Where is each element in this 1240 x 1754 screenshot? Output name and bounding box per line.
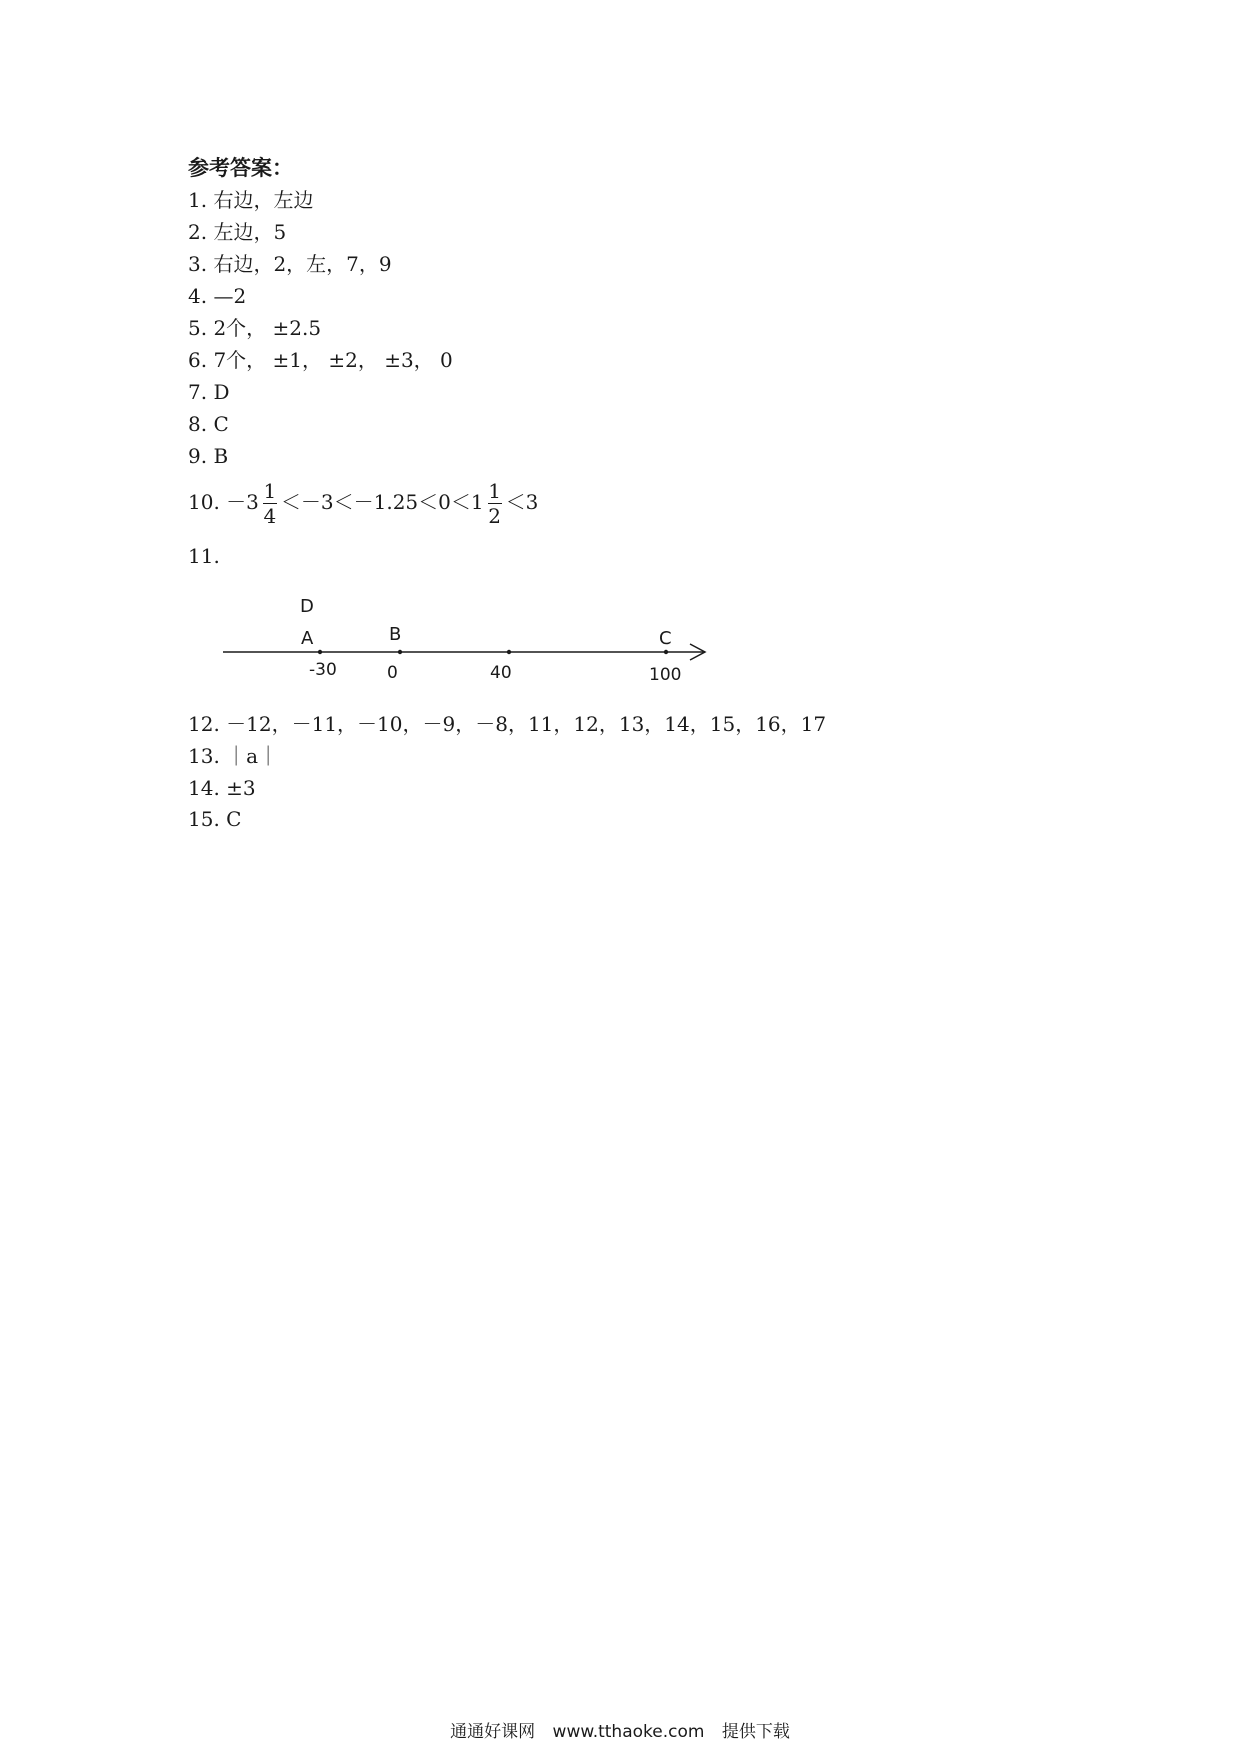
answer-10 [188, 478, 538, 528]
answer-10-part3: ＜3 [505, 490, 539, 514]
answer-10-number: 10. [188, 490, 220, 514]
tick-40 [507, 650, 511, 654]
page-footer [0, 1717, 1240, 1742]
footer-url: www.tthaoke.com [552, 1722, 705, 1742]
number-line-diagram [0, 590, 1240, 700]
answer-2: 2. 左边，5 [188, 220, 287, 244]
answer-6: 6. 7个， ±1， ±2， ±3， 0 [188, 348, 453, 372]
tick-c [664, 650, 668, 654]
answer-15: 15. C [188, 807, 242, 831]
answer-5: 5. 2个， ±2.5 [188, 316, 322, 340]
answers-heading: 参考答案： [188, 156, 293, 180]
answer-11: 11. [188, 544, 220, 568]
answer-3: 3. 右边，2，左，7，9 [188, 252, 392, 276]
footer-suffix: 提供下载 [721, 1722, 790, 1742]
value-label-0: 0 [387, 663, 398, 683]
fraction-one-quarter [263, 479, 277, 528]
answer-13: 13. ｜a｜ [188, 744, 279, 768]
fraction-denominator: 2 [488, 504, 501, 528]
value-label-100: 100 [649, 665, 682, 685]
point-label-d: D [300, 596, 314, 617]
footer-site-name: 通通好课网 [450, 1722, 536, 1742]
answer-10-part1: －3 [226, 490, 259, 514]
answer-9: 9. B [188, 444, 229, 468]
answer-14: 14. ±3 [188, 776, 256, 800]
fraction-numerator: 1 [488, 479, 501, 503]
answer-1: 1. 右边，左边 [188, 188, 314, 212]
answer-8: 8. C [188, 412, 229, 436]
answer-7: 7. D [188, 380, 230, 404]
fraction-numerator: 1 [263, 479, 277, 503]
value-label-40: 40 [490, 663, 512, 683]
answer-10-part2: ＜－3＜－1.25＜0＜1 [280, 490, 484, 514]
tick-b [398, 650, 402, 654]
fraction-denominator: 4 [263, 504, 277, 528]
point-label-b: B [389, 624, 402, 645]
answer-4: 4. —2 [188, 284, 247, 308]
value-label-minus30: -30 [309, 660, 337, 680]
tick-a [318, 650, 322, 654]
point-label-c: C [659, 628, 672, 649]
answer-12: 12. －12，－11，－10，－9，－8，11，12，13，14，15，16，17 [188, 712, 827, 736]
point-label-a: A [301, 628, 314, 649]
fraction-one-half [488, 479, 502, 528]
